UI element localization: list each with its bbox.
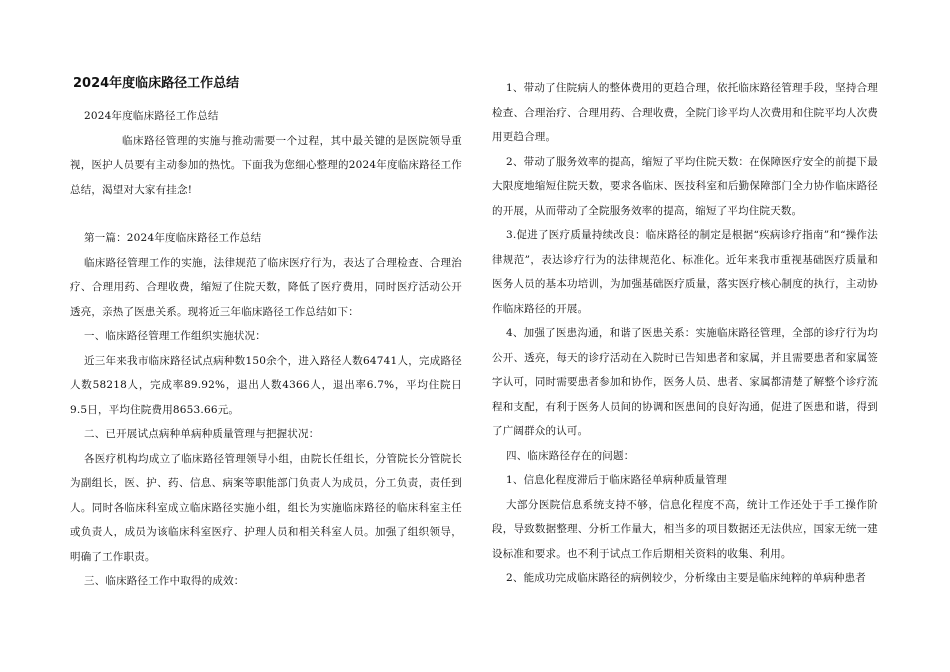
right-column xyxy=(492,76,878,591)
paragraph: 1、信息化程度滞后于临床路径单病种质量管理 xyxy=(506,474,727,486)
left-body xyxy=(70,104,462,594)
paragraph: 大部分医院信息系统支持不够，信息化程度不高，统计工作还处于手工操作阶段，导致数据整理、分析工作量大，相当多的项目数据还无法供应，国家无统一建设标准和要求。也不利于试点工作后期相关资料的收集、利用。 xyxy=(492,498,878,560)
paragraph: 临床路径管理工作的实施，法律规范了临床医疗行为，表达了合理检查、合理治疗、合理用药、合理收费，缩短了住院天数，降低了医疗费用，同时医疗活动公开透亮，亲热了医患关系。现将近三年临床路径工作总结如下： xyxy=(70,256,462,318)
paragraph: 1、带动了住院病人的整体费用的更趋合理，依托临床路径管理手段，坚持合理检查、合理治疗、合理用药、合理收费，全院门诊平均人次费用和住院平均人次费用更趋合理。 xyxy=(492,82,878,143)
document-title: 2024年度临床路径工作总结 xyxy=(73,76,240,91)
paragraph: 3.促进了医疗质量持续改良：临床路径的制定是根据“疾病诊疗指南”和“操作法律规范”，表达诊疗行为的法律规范化、标准化。近年来我市重视基础医疗质量和医务人员的基本功培训，为加强基础医疗质量，落实医疗核心制度的执行，主动协作临床路径的开展。 xyxy=(492,229,878,315)
blank-line xyxy=(70,202,462,226)
paragraph: 三、临床路径工作中取得的成效： xyxy=(84,575,245,587)
paragraph: 一、临床路径管理工作组织实施状况： xyxy=(84,330,266,342)
paragraph: 临床路径管理的实施与推动需要一个过程，其中最关键的是医院领导重视，医护人员要有主动参加的热忱。下面我为您细心整理的2024年度临床路径工作总结，渴望对大家有挂念! xyxy=(70,134,462,196)
paragraph: 2024年度临床路径工作总结 xyxy=(84,110,219,122)
paragraph: 4、加强了医患沟通，和谐了医患关系：实施临床路径管理，全部的诊疗行为均公开、透亮，每天的诊疗活动在入院时已告知患者和家属，并且需要患者和家属签字认可，同时需要患者参加和协作，医务人员、患者、家属都清楚了解整个诊疗流程和支配，有利于医务人员间的协调和医患间的良好沟通，促进了医患和谐，得到了广阔群众的认可。 xyxy=(492,327,878,437)
paragraph: 四、临床路径存在的问题： xyxy=(506,449,635,462)
paragraph: 各医疗机构均成立了临床路径管理领导小组，由院长任组长，分管院长分管院长为副组长，医、护、药、信息、病案等职能部门负责人为成员，分工负责，责任到人。同时各临床科室成立临床路径实施小组，组长为实施临床路径的临床科室主任或负责人，成员为该临床科室医疗、护理人员和相关科室人员。加强了组织领导，明确了工作职责。 xyxy=(70,452,462,563)
right-body xyxy=(492,76,878,591)
paragraph: 二、已开展试点病种单病种质量管理与把握状况： xyxy=(84,428,320,440)
paragraph: 近三年来我市临床路径试点病种数150余个，进入路径人数64741人，完成路径人数58218人，完成率89.92%，退出人数4366人，退出率6.7%，平均住院日9.5日，平均住院费用8653.66元。 xyxy=(70,354,462,416)
left-column xyxy=(70,76,462,594)
paragraph: 2、带动了服务效率的提高，缩短了平均住院天数：在保障医疗安全的前提下最大限度地缩短住院天数，要求各临床、医技科室和后勤保障部门全力协作临床路径的开展，从而带动了全院服务效率的提高，缩短了平均住院天数。 xyxy=(492,155,878,217)
paragraph: 第一篇：2024年度临床路径工作总结 xyxy=(84,232,262,244)
paragraph: 2、能成功完成临床路径的病例较少，分析缘由主要是临床纯粹的单病种患者 xyxy=(506,572,866,584)
